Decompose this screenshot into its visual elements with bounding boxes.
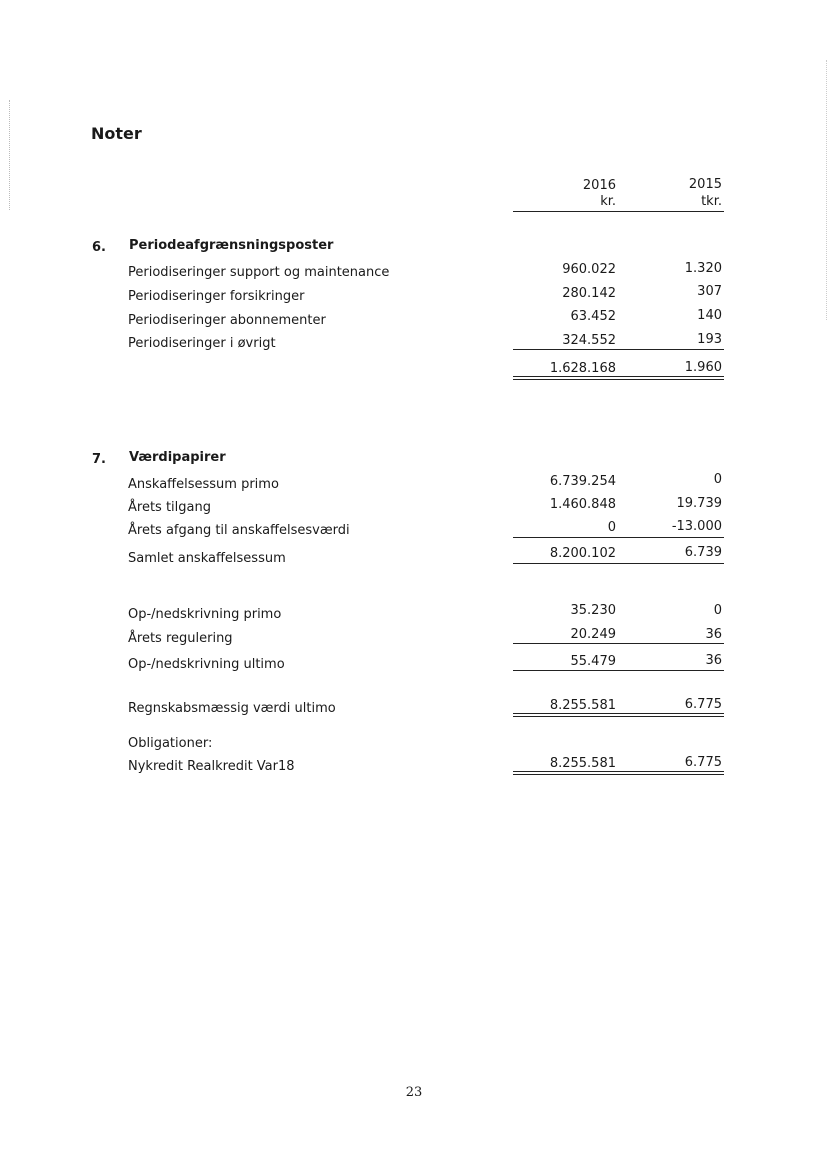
note-6-title: Periodeafgrænsningsposter <box>129 238 334 253</box>
subtotal-rule <box>513 643 619 644</box>
note-6-row-value-2016: 280.142 <box>562 286 616 301</box>
note-7-row-value-2016: 35.230 <box>570 603 616 618</box>
column-header-2015-unit: tkr. <box>701 194 722 209</box>
column-header-2016-unit: kr. <box>600 194 616 209</box>
note-7-row-label: Årets regulering <box>128 631 233 646</box>
note-7-subtotal-2015: 36 <box>705 653 722 668</box>
column-header-2016-year: 2016 <box>582 178 616 193</box>
note-7-row-value-2015: -13.000 <box>671 519 722 534</box>
column-header-2015-year: 2015 <box>688 177 722 192</box>
note-6-row-value-2015: 307 <box>697 284 722 299</box>
note-7-row-value-2015: 19.739 <box>676 496 722 511</box>
note-7-number: 7. <box>92 452 106 467</box>
note-7-row-label: Årets tilgang <box>128 500 211 515</box>
note-6-total-2016: 1.628.168 <box>549 361 616 376</box>
subtotal-rule <box>618 643 724 644</box>
scan-margin-mark <box>826 60 827 320</box>
subtotal-rule <box>513 563 619 564</box>
total-double-rule <box>618 716 724 717</box>
note-7-row-value-2016: 20.249 <box>570 627 616 642</box>
total-double-rule <box>618 713 724 714</box>
scan-margin-mark <box>9 100 10 210</box>
note-6-row-value-2016: 960.022 <box>562 262 616 277</box>
note-7-subtotal-2016: 55.479 <box>570 654 616 669</box>
note-6-row-label: Periodiseringer i øvrigt <box>128 336 276 351</box>
total-double-rule <box>513 379 619 380</box>
subtotal-rule <box>513 537 619 538</box>
note-6-row-value-2015: 193 <box>697 332 722 347</box>
subtotal-rule <box>618 537 724 538</box>
note-7-row-value-2015: 0 <box>713 603 722 618</box>
note-6-row-label: Periodiseringer forsikringer <box>128 289 305 304</box>
subtotal-rule <box>618 563 724 564</box>
note-6-row-value-2016: 63.452 <box>570 309 616 324</box>
note-6-row-value-2015: 1.320 <box>684 261 722 276</box>
note-7-row-value-2016: 1.460.848 <box>549 497 616 512</box>
subtotal-rule <box>618 349 724 350</box>
header-rule <box>618 211 724 212</box>
note-6-row-value-2016: 324.552 <box>562 333 616 348</box>
note-7-row-value-2016: 0 <box>607 520 616 535</box>
note-7-subtotal-label: Op-/nedskrivning ultimo <box>128 657 285 672</box>
total-double-rule <box>513 774 619 775</box>
total-double-rule <box>618 774 724 775</box>
note-7-subtotal-2016: 8.200.102 <box>549 546 616 561</box>
note-7-row-label: Årets afgang til anskaffelsesværdi <box>128 523 350 538</box>
page-title: Noter <box>91 124 142 143</box>
note-7-bonds-label: Obligationer: <box>128 736 213 751</box>
note-7-bond-2016: 8.255.581 <box>549 756 616 771</box>
note-7-row-label: Op-/nedskrivning primo <box>128 607 282 622</box>
total-double-rule <box>618 771 724 772</box>
total-double-rule <box>513 713 619 714</box>
note-6-row-value-2015: 140 <box>697 308 722 323</box>
subtotal-rule <box>513 349 619 350</box>
subtotal-rule <box>513 670 619 671</box>
note-7-book-value-label: Regnskabsmæssig værdi ultimo <box>128 701 336 716</box>
note-7-row-label: Anskaffelsessum primo <box>128 477 279 492</box>
note-7-row-value-2015: 36 <box>705 627 722 642</box>
note-7-book-value-2016: 8.255.581 <box>549 698 616 713</box>
note-6-row-label: Periodiseringer abonnementer <box>128 313 326 328</box>
note-6-total-2015: 1.960 <box>684 360 722 375</box>
note-7-book-value-2015: 6.775 <box>684 697 722 712</box>
note-6-row-label: Periodiseringer support og maintenance <box>128 265 390 280</box>
note-7-title: Værdipapirer <box>129 450 226 465</box>
note-7-row-value-2016: 6.739.254 <box>549 474 616 489</box>
header-rule <box>513 211 619 212</box>
note-7-bond-2015: 6.775 <box>684 755 722 770</box>
note-7-bond-label: Nykredit Realkredit Var18 <box>128 759 295 774</box>
note-7-row-value-2015: 0 <box>713 472 722 487</box>
note-6-number: 6. <box>92 240 106 255</box>
total-double-rule <box>513 376 619 377</box>
total-double-rule <box>618 376 724 377</box>
total-double-rule <box>618 379 724 380</box>
page-number: 23 <box>405 1085 423 1100</box>
note-7-subtotal-label: Samlet anskaffelsessum <box>128 551 286 566</box>
total-double-rule <box>513 771 619 772</box>
subtotal-rule <box>618 670 724 671</box>
total-double-rule <box>513 716 619 717</box>
note-7-subtotal-2015: 6.739 <box>684 545 722 560</box>
